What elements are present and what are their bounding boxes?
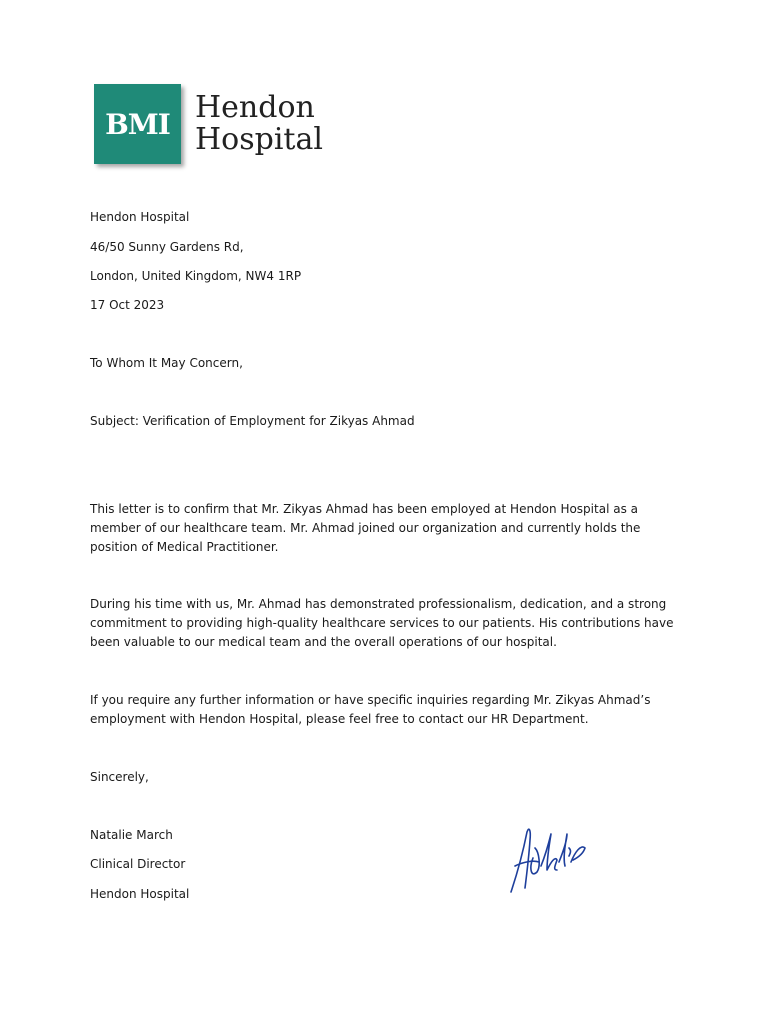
signature-drawing — [505, 822, 589, 896]
hospital-logo — [94, 84, 323, 164]
signatory-title: Clinical Director — [90, 857, 186, 871]
sender-address-line2: London, United Kingdom, NW4 1RP — [90, 269, 302, 283]
signatory-name: Natalie March — [90, 828, 173, 842]
body-paragraph-2: During his time with us, Mr. Ahmad has demonstrated professionalism, dedication, and a strong commitment to providing high-quality healthcare services to our patients. His contributions have been valuable to our medical team and the overall operations of our hospital. — [90, 597, 674, 649]
body-paragraph-1: This letter is to confirm that Mr. Zikyas Ahmad has been employed at Hendon Hospital as a member of our healthcare team. Mr. Ahmad joined our organization and currently holds the position of Medical Practitioner. — [90, 502, 641, 554]
signatory-org: Hendon Hospital — [90, 887, 190, 901]
logo-name-line1: Hendon — [195, 90, 315, 125]
closing: Sincerely, — [90, 770, 149, 784]
sender-address-line1: 46/50 Sunny Gardens Rd, — [90, 240, 244, 254]
body-paragraph-3: If you require any further information or have specific inquiries regarding Mr. Zikyas Ahmad’s employment with Hendon Hospital, please feel free to contact our HR Department. — [90, 693, 651, 726]
bmi-logo-mark — [94, 84, 181, 164]
subject-line: Subject: Verification of Employment for Zikyas Ahmad — [90, 414, 415, 428]
logo-name-line2: Hospital — [195, 122, 323, 157]
handwritten-signature — [505, 822, 589, 900]
letter-date: 17 Oct 2023 — [90, 298, 165, 312]
logo-mark-text: BMI — [105, 107, 170, 141]
salutation: To Whom It May Concern, — [90, 356, 243, 370]
sender-name: Hendon Hospital — [90, 210, 190, 224]
logo-wordmark — [195, 92, 323, 156]
